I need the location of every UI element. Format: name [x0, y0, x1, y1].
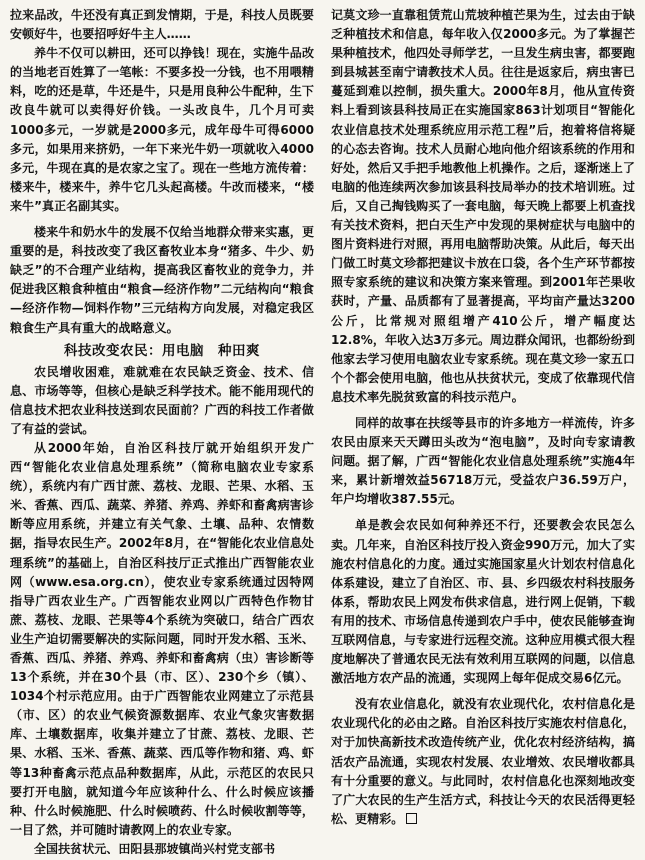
paragraph: 楼来牛和奶水牛的发展不仅给当地群众带来实惠，更重要的是，科技改变了我区畜牧业本身“猪多、牛少、奶缺乏”的不合理产业结构，提高我区畜牧业的竞争力，并促进我区粮食种植由“粮食—经济作物”二元结构向“粮食—经济作物—饲料作物”三元结构方向发展，对稳定我区粮食生产具有重大的战略意义。 — [10, 225, 314, 335]
right-column — [331, 6, 635, 854]
paragraph: 记莫文珍一直靠租赁荒山荒坡种植芒果为生，过去由于缺乏种植技术和信息，每年收入仅2000多元。为了掌握芒果种植技术，他四处寻师学艺，一旦发生病虫害，都要跑到县城甚至南宁请教技术人员。往往是返家后，病虫害已蔓延到难以控制，损失重大。2000年8月，他从宣传资料上看到该县科技局正在实施国家863计划项目“智能化农业信息技术处理系统应用示范工程”后，抱着将信将疑的心态去咨询。技术人员耐心地向他介绍该系统的作用和好处，然后又手把手地教他上机操作。之后，逐渐迷上了电脑的他连续两次参加该县科技局举办的技术培训班。过后，又自己掏钱购买了一套电脑，每天晚上都要上机查找有关技术资料，把白天生产中发现的果树症状与电脑中的图片资料进行对照，再用电脑帮助决策。从此后，每天出门做工时莫文珍都把建议卡放在口袋，各个生产环节都按照专家系统的建议和决策方案来管理。到2001年芒果收获时，产量、品质都有了显著提高，平均亩产量达3200公斤，比常规对照组增产410公斤，增产幅度达12.8%，年收入达3万多元。周边群众闻讯，也都纷纷到他家去学习使用电脑农业专家系统。现在莫文珍一家五口个个都会使用电脑，他也从扶贫状元，变成了依靠现代信息技术率先脱贫致富的科技示范户。 — [331, 8, 635, 404]
end-of-article-mark — [406, 813, 417, 824]
paragraph: 养牛不仅可以耕田，还可以挣钱！现在，实施牛品改的当地老百姓算了一笔帐：不要多投一分钱，也不用喂精料，吃的还是草，牛还是牛，只是用良种公牛配种，生下改良牛就可以卖得好价钱。一头改良牛，几个月可卖1000多元，一岁就是2000多元，成年母牛可得6000多元，如果用来挤奶，一年下来光牛奶一项就收入4000多元，牛现在真的是农家之宝了。现在一些地方流传着：楼来牛，楼来牛，养牛它几头起高楼。牛改而楼来，“楼来牛”真正名副其实。 — [10, 46, 314, 213]
paragraph: 单是教会农民如何种养还不行，还要教会农民怎么卖。几年来，自治区科技厅投入资金990万元，加大了实施农村信息化的力度。通过实施国家星火计划农村信息化体系建设，建立了自治区、市、县、乡四级农村科技服务体系，帮助农民上网发布供求信息，进行网上促销，下载有用的技术、市场信息传递到农户手中，使农民能够查询互联网信息，与专家进行远程交流。这种应用模式很大程度地解决了普通农民无法有效利用互联网的问题，以信息激活地方农产品的流通，实现网上每年促成交易6亿元。 — [331, 518, 635, 686]
paragraph — [331, 695, 635, 829]
section-heading: 科技改变农民：用电脑 种田爽 — [64, 342, 260, 359]
paragraph: 全国扶贫状元、田阳县那坡镇尚兴村党支部书 — [34, 841, 276, 854]
paragraph-text: 没有农业信息化，就没有农业现代化，农村信息化是农业现代化的必由之路。自治区科技厅实施农村信息化，对于加快高新技术改造传统产业，优化农村经济结构，搞活农产品流通，实现农村发展、农业增效、农民增收都具有十分重要的意义。与此同时，农村信息化也深刻地改变了广大农民的生产生活方式，科技让今天的农民活得更轻松、更精彩。 — [331, 697, 635, 826]
left-column — [10, 6, 314, 854]
paragraph: 从2000年始，自治区科技厅就开始组织开发广西“智能化农业信息处理系统”（简称电脑农业专家系统），系统内有广西甘蔗、荔枝、龙眼、芒果、水稻、玉米、香蕉、西瓜、蔬菜、养猪、养鸡、养虾和畜禽病害诊断等应用系统，并建立有关气象、土壤、品种、农情数据，指导农民生产。2002年8月，在“智能化农业信息处理系统”的基础上，自治区科技厅正式推出广西智能农业网（www.esa.org.cn），使农业专家系统通过因特网指导广西农业生产。广西智能农业网以广西特色作物甘蔗、荔枝、龙眼、芒果等4个系统为突破口，结合广西农业生产迫切需要解决的实际问题，同时开发水稻、玉米、香蕉、西瓜、养猪、养鸡、养虾和畜禽病（虫）害诊断等13个系统，并在30个县（市、区）、230个乡（镇）、1034个村示范应用。由于广西智能农业网建立了示范县（市、区）的农业气候资源数据库、农业气象灾害数据库、土壤数据库，收集并建立了甘蔗、荔枝、龙眼、芒果、水稻、玉米、香蕉、蔬菜、西瓜等作物和猪、鸡、虾等13种畜禽示范点品种数据库，从此，示范区的农民只要打开电脑，就知道今年应该种什么、什么时候应该播种、什么时候施肥、什么时候喷药、什么时候收割等等，一目了然，并可随时请教网上的农业专家。 — [10, 440, 314, 837]
paragraph: 农民增收困难，难就难在农民缺乏资金、技术、信息、市场等等，但核心是缺乏科学技术。能不能用现代的信息技术把农业科技送到农民面前？广西的科技工作者做了有益的尝试。 — [10, 364, 314, 436]
paragraph: 拉来品改，牛还没有真正到发情期，于是，科技人员既要安顿好牛，也要招呼好牛主人…… — [10, 8, 314, 42]
paragraph: 同样的故事在扶绥等县市的许多地方一样流传，许多农民由原来天天蹲田头改为“泡电脑”，及时向专家请教问题。据了解，广西“智能化农业信息处理系统”实施4年来，累计新增效益56718万元，受益农户36.59万户，年户均增收387.55元。 — [331, 415, 635, 507]
